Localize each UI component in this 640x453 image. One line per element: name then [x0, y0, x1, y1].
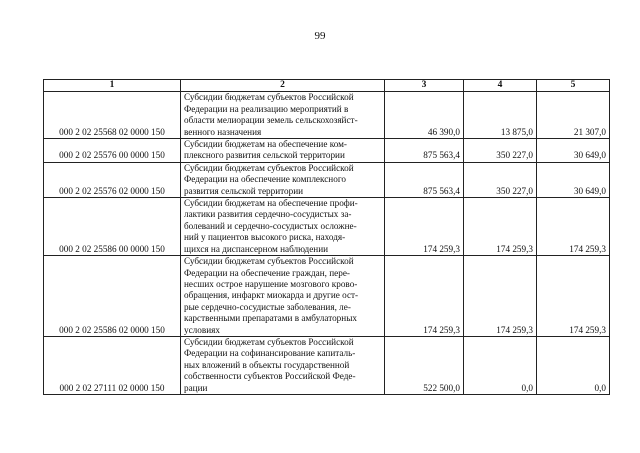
value-col5: 0,0	[537, 336, 610, 394]
value-col4: 350 227,0	[464, 139, 537, 163]
item-description: Субсидии бюджетам на обеспечение ком- плексного развития сельской территории	[181, 139, 385, 163]
item-description: Субсидии бюджетам субъектов Российской Федерации на реализацию мероприятий в области мелиорации земель сельскохозяйст- венного назначения	[181, 92, 385, 139]
value-col3: 174 259,3	[385, 256, 464, 337]
column-header-4: 4	[464, 80, 537, 92]
table-row	[44, 256, 610, 337]
budget-code: 000 2 02 25568 02 0000 150	[44, 92, 181, 139]
value-col5: 30 649,0	[537, 139, 610, 163]
value-col4: 174 259,3	[464, 198, 537, 256]
table-row	[44, 198, 610, 256]
budget-code: 000 2 02 25576 02 0000 150	[44, 162, 181, 197]
value-col5: 21 307,0	[537, 92, 610, 139]
value-col3: 875 563,4	[385, 162, 464, 197]
column-header-1: 1	[44, 80, 181, 92]
value-col4: 174 259,3	[464, 256, 537, 337]
page-number: 99	[314, 30, 326, 42]
budget-table	[43, 79, 610, 395]
budget-code: 000 2 02 25586 02 0000 150	[44, 256, 181, 337]
value-col3: 174 259,3	[385, 198, 464, 256]
item-description: Субсидии бюджетам субъектов Российской Федерации на софинансирование капиталь- ных вложений в объекты государственной собственности субъектов Российской Феде- рации	[181, 336, 385, 394]
budget-code: 000 2 02 27111 02 0000 150	[44, 336, 181, 394]
column-header-3: 3	[385, 80, 464, 92]
value-col5: 174 259,3	[537, 198, 610, 256]
item-description: Субсидии бюджетам на обеспечение профи- лактики развития сердечно-сосудистых за- болеваний и сердечно-сосудистых осложне- ний у пациентов высокого риска, находя- щихся на диспансерном наблюдении	[181, 198, 385, 256]
value-col3: 875 563,4	[385, 139, 464, 163]
item-description: Субсидии бюджетам субъектов Российской Федерации на обеспечение граждан, пере- несших острое нарушение мозгового крово- обращения, инфаркт миокарда и другие ост- рые сердечно-сосудистые заболевания, ле- карственными препаратами в амбулаторных условиях	[181, 256, 385, 337]
table-row	[44, 92, 610, 139]
value-col3: 46 390,0	[385, 92, 464, 139]
table-row	[44, 162, 610, 197]
value-col4: 0,0	[464, 336, 537, 394]
value-col5: 30 649,0	[537, 162, 610, 197]
table-row	[44, 139, 610, 163]
budget-code: 000 2 02 25576 00 0000 150	[44, 139, 181, 163]
header-row	[44, 80, 610, 92]
budget-code: 000 2 02 25586 00 0000 150	[44, 198, 181, 256]
value-col5: 174 259,3	[537, 256, 610, 337]
table-row	[44, 336, 610, 394]
value-col3: 522 500,0	[385, 336, 464, 394]
column-header-2: 2	[181, 80, 385, 92]
value-col4: 350 227,0	[464, 162, 537, 197]
value-col4: 13 875,0	[464, 92, 537, 139]
item-description: Субсидии бюджетам субъектов Российской Федерации на обеспечение комплексного развития сельской территории	[181, 162, 385, 197]
column-header-5: 5	[537, 80, 610, 92]
